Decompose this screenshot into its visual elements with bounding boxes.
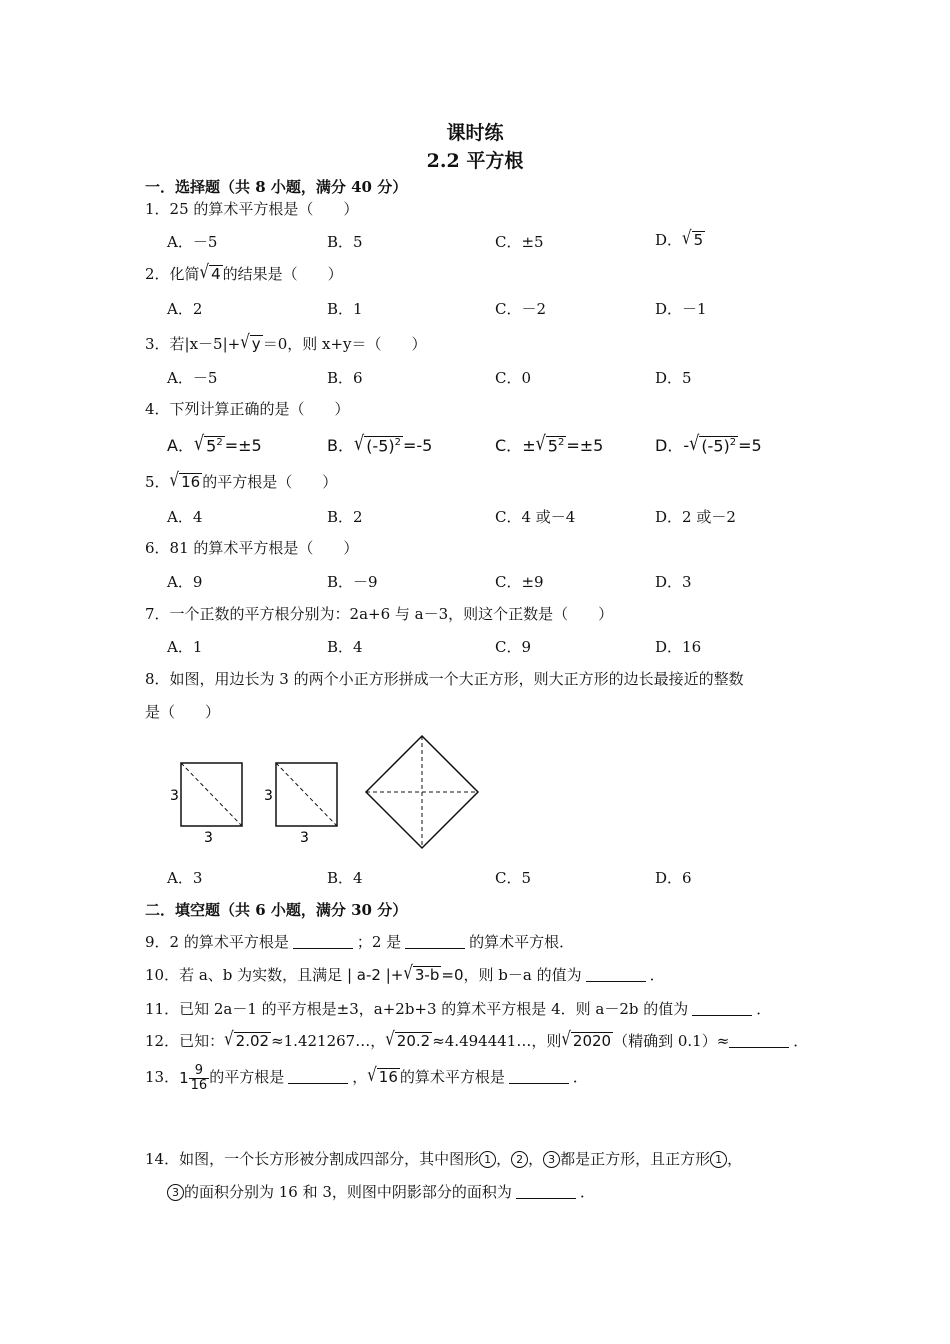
q12 <box>145 1027 809 1051</box>
q3-option-a: A．－5 <box>167 369 218 387</box>
q6-option-b: B．－9 <box>327 573 378 591</box>
q2-pre: 2．化简 <box>145 265 200 283</box>
q1-option-c: C．±5 <box>495 233 544 251</box>
q5-option-b: B．2 <box>327 508 363 526</box>
radicand: 16 <box>378 1068 398 1087</box>
q5-option-a: A．4 <box>167 508 203 526</box>
answer-blank <box>293 933 353 949</box>
side-label-bottom-2: 3 <box>300 830 309 846</box>
q2-option-d: D．－1 <box>655 300 707 318</box>
radicand: 5 <box>693 231 704 249</box>
answer-blank <box>586 966 646 982</box>
q1-stem: 1．25 的算术平方根是（ ） <box>145 200 359 218</box>
answer-blank <box>692 1000 752 1016</box>
q13-pre: 13． <box>145 1068 180 1087</box>
q9-mid: ；2 是 <box>356 933 402 951</box>
q4-option-b <box>327 433 432 456</box>
q4-d-pre: - <box>683 436 690 455</box>
circled-number: 3 <box>167 1184 184 1201</box>
side-label-bottom-1: 3 <box>204 830 213 846</box>
radical: √ $5^2$ <box>193 431 223 455</box>
q1-option-a: A．－5 <box>167 233 218 251</box>
radical: √ $(-5)^2$ <box>689 431 737 455</box>
q2-option-b: B．1 <box>327 300 363 318</box>
q7-option-d: D．16 <box>655 638 702 656</box>
q14-line2 <box>167 1181 595 1202</box>
q11-text: 11．已知 2a－1 的平方根是±3，a+2b+3 的算术平方根是 4．则 a－2b 的值为 <box>145 1000 689 1018</box>
radical: √ 2020 <box>561 1027 612 1050</box>
section2-heading: 二．填空题（共 6 小题，满分 30 分） <box>145 901 408 919</box>
absolute-value: | a-2 | <box>346 966 391 984</box>
q14-pre: 14．如图，一个长方形被分割成四部分，其中图形 <box>145 1150 480 1168</box>
q4-b-label: B． <box>327 436 354 455</box>
q1-option-b: B．5 <box>327 233 363 251</box>
radical: √ 16 <box>169 468 201 491</box>
q8-option-c: C．5 <box>495 869 532 887</box>
q4-option-d <box>655 433 762 456</box>
q9-post: 的算术平方根． <box>469 933 575 951</box>
q7-option-a: A．1 <box>167 638 203 656</box>
q13 <box>145 1064 588 1092</box>
q5-stem <box>145 468 338 492</box>
q14-sep: ， <box>496 1150 512 1168</box>
q8-line2: 是（ ） <box>145 703 221 721</box>
q6-option-c: C．±9 <box>495 573 544 591</box>
small-square-1 <box>181 763 242 826</box>
q4-option-a <box>167 433 262 456</box>
q4-a-post: =±5 <box>224 436 262 455</box>
q11 <box>145 998 771 1019</box>
q9 <box>145 931 574 952</box>
q8-line1: 8．如图，用边长为 3 的两个小正方形拼成一个大正方形，则大正方形的边长最接近的整数 <box>145 670 744 688</box>
q4-d-label: D． <box>655 436 684 455</box>
circled-number: 2 <box>511 1151 528 1168</box>
q11-end: ． <box>756 1000 772 1018</box>
q7-option-b: B．4 <box>327 638 363 656</box>
q14-mid: 都是正方形，且正方形 <box>560 1150 711 1168</box>
radical: √ 3-b <box>403 961 440 984</box>
q3-post: ＝0，则 x+y＝（ ） <box>262 335 427 353</box>
q12-pre: 12．已知： <box>145 1032 225 1050</box>
q14-sep: ， <box>528 1150 544 1168</box>
q2-option-c: C．－2 <box>495 300 547 318</box>
radicand: 16 <box>181 473 201 491</box>
q14-sep: ， <box>727 1150 743 1168</box>
q6-option-a: A．9 <box>167 573 203 591</box>
exponent: 2 <box>216 436 223 448</box>
q7-stem: 7．一个正数的平方根分别为：2a+6 与 a－3，则这个正数是（ ） <box>145 605 614 623</box>
q5-option-c: C．4 或－4 <box>495 508 576 526</box>
side-label-left-1: 3 <box>170 788 179 804</box>
q12-end: ． <box>793 1032 809 1050</box>
q3-option-b: B．6 <box>327 369 363 387</box>
q4-d-post: =5 <box>738 436 762 455</box>
q2-post: 的结果是（ ） <box>222 265 343 283</box>
circled-number: 1 <box>479 1151 496 1168</box>
q4-c-post: =±5 <box>566 436 604 455</box>
q4-stem: 4．下列计算正确的是（ ） <box>145 400 350 418</box>
denominator: 16 <box>190 1077 208 1093</box>
radicand: 5 <box>547 436 558 455</box>
radical: √ $(-5)^2$ <box>353 431 401 455</box>
page-title: 课时练 <box>446 122 504 144</box>
q4-c-label: C． <box>495 436 523 455</box>
q12-value1: ≈1.421267…， <box>271 1032 386 1050</box>
q12-post: （精确到 0.1）≈ <box>613 1032 730 1050</box>
exponent: 2 <box>557 436 565 448</box>
q10-pre: 10．若 a、b 为实数，且满足 <box>145 966 343 984</box>
q14-line1 <box>145 1148 742 1169</box>
q5-pre: 5． <box>145 473 170 491</box>
answer-blank <box>509 1068 569 1084</box>
answer-blank <box>288 1068 348 1084</box>
q3-stem <box>145 330 427 354</box>
exponent: 2 <box>729 436 737 448</box>
q4-b-post: =-5 <box>403 436 433 455</box>
radicand: 3-b <box>414 966 440 984</box>
q5-post: 的平方根是（ ） <box>202 473 338 491</box>
answer-blank <box>405 933 465 949</box>
radicand: 5 <box>206 436 217 455</box>
radical: √ 4 <box>199 260 221 283</box>
q10-post: ，则 b－a 的值为 <box>463 966 582 984</box>
radical: √ 20.2 <box>385 1027 431 1050</box>
q13-end: ． <box>572 1068 588 1087</box>
q14-line2-text: 的面积分别为 16 和 3，则图中阴影部分的面积为 <box>184 1183 512 1201</box>
plus-sign: + <box>390 966 404 984</box>
answer-blank <box>516 1183 576 1199</box>
exponent: 2 <box>394 436 401 448</box>
q7-option-c: C．9 <box>495 638 532 656</box>
q4-c-pre: ± <box>522 436 536 455</box>
radicand: 2.02 <box>235 1032 270 1050</box>
q14-end: ． <box>579 1183 595 1201</box>
q6-option-d: D．3 <box>655 573 692 591</box>
q13-sep: ， <box>352 1068 368 1087</box>
q3-option-c: C．0 <box>495 369 532 387</box>
side-label-left-2: 3 <box>264 788 273 804</box>
radicand: (-5) <box>701 436 730 455</box>
circled-number: 1 <box>710 1151 727 1168</box>
radical: √ 2.02 <box>224 1027 270 1050</box>
numerator: 9 <box>189 1064 210 1079</box>
equals-zero: =0 <box>441 966 464 984</box>
radicand: 4 <box>211 265 221 283</box>
radicand: (-5) <box>366 436 395 455</box>
q6-stem: 6．81 的算术平方根是（ ） <box>145 539 359 557</box>
q5-option-d: D．2 或－2 <box>655 508 736 526</box>
q13-mid: 的平方根是 <box>209 1068 285 1087</box>
q12-value2: ≈4.494441…，则 <box>432 1032 562 1050</box>
answer-blank <box>729 1032 789 1048</box>
q4-option-c <box>495 433 603 456</box>
radicand: 20.2 <box>396 1032 431 1050</box>
q8-option-b: B．4 <box>327 869 363 887</box>
q1-option-d-label: D． <box>655 231 683 249</box>
q3-option-d: D．5 <box>655 369 692 387</box>
page-subtitle: 2.2 平方根 <box>426 150 524 172</box>
fraction <box>189 1064 210 1092</box>
q3-pre: 3．若|x－5|+ <box>145 335 241 353</box>
q4-a-label: A． <box>167 436 194 455</box>
q8-option-a: A．3 <box>167 869 203 887</box>
q8-option-d: D．6 <box>655 869 692 887</box>
radicand: y <box>251 335 261 353</box>
q8-figure <box>160 730 500 850</box>
section1-heading: 一．选择题（共 8 小题，满分 40 分） <box>145 178 408 196</box>
q10-end: ． <box>649 966 665 984</box>
q2-stem <box>145 260 343 284</box>
q1-option-d <box>655 226 705 250</box>
large-square <box>366 736 478 848</box>
mixed-number-whole: 1 <box>179 1069 189 1088</box>
radicand: 2020 <box>572 1032 612 1050</box>
radical: √ $5^2$ <box>535 431 565 455</box>
radical: √ 16 <box>367 1063 398 1087</box>
q9-pre: 9．2 的算术平方根是 <box>145 933 289 951</box>
q10 <box>145 961 665 985</box>
q13-post: 的算术平方根是 <box>399 1068 505 1087</box>
radical: √ 5 <box>682 226 704 249</box>
q2-option-a: A．2 <box>167 300 203 318</box>
radical: √ y <box>240 330 261 353</box>
circled-number: 3 <box>543 1151 560 1168</box>
small-square-2 <box>276 763 337 826</box>
